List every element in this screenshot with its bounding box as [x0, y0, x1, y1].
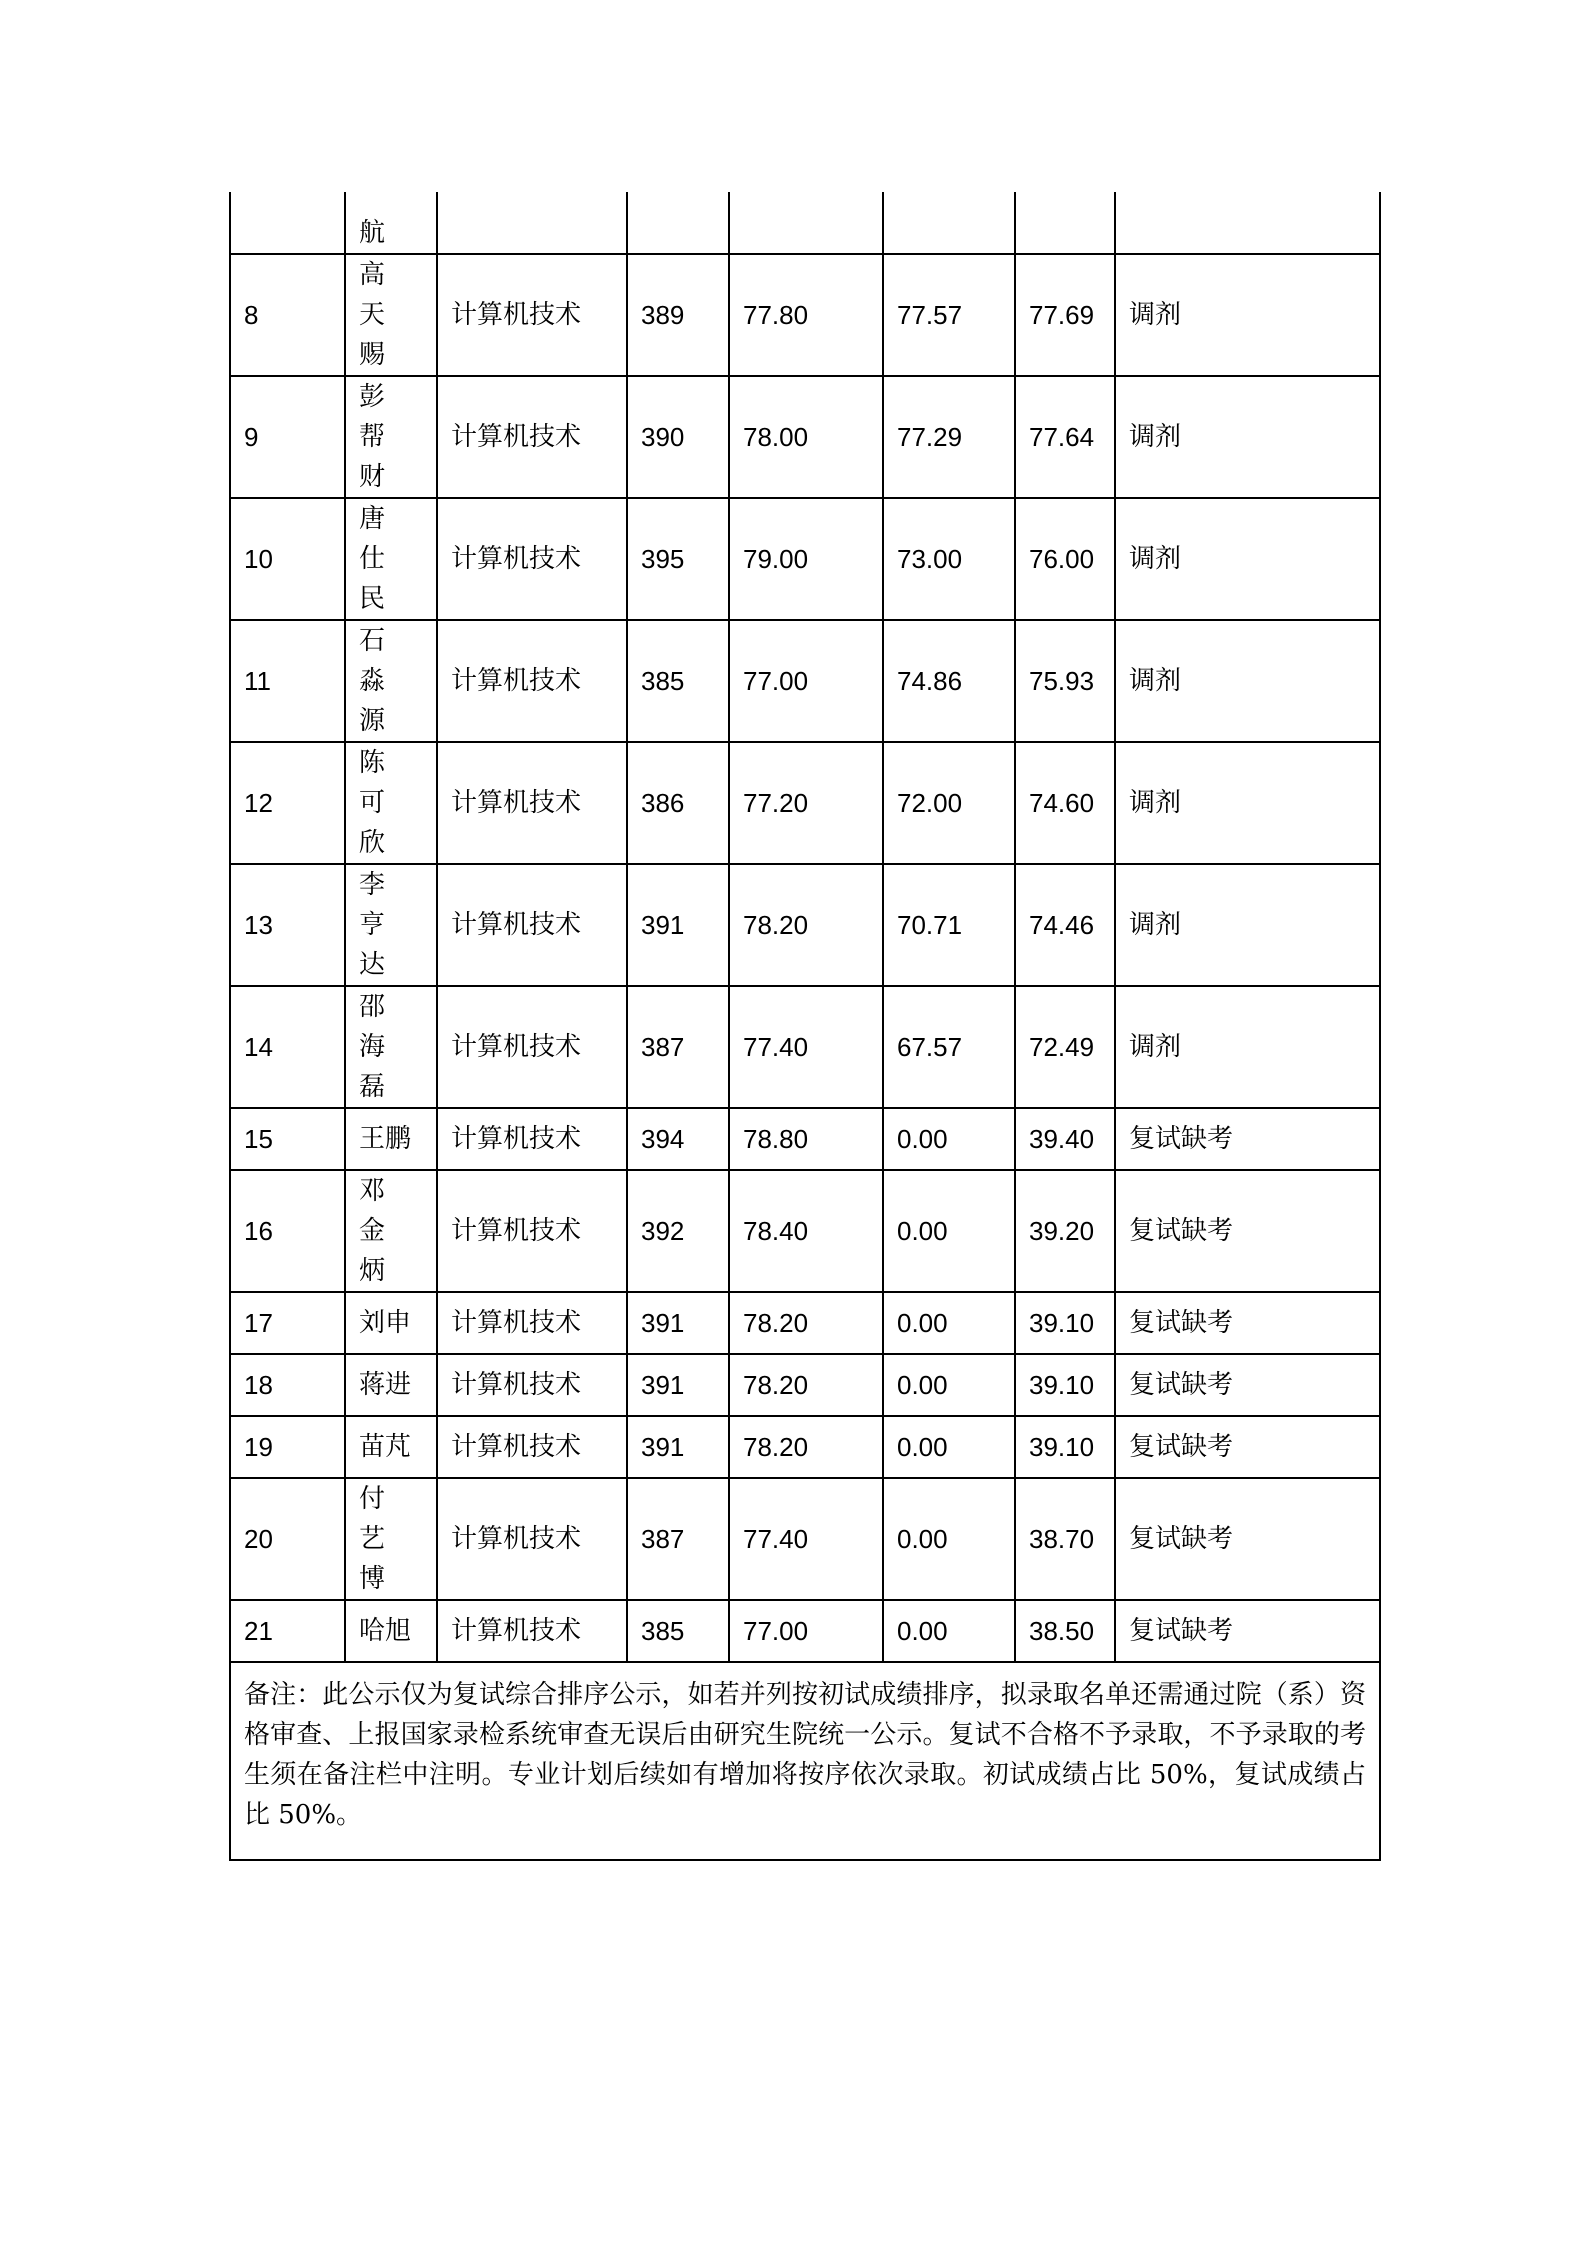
retest-score-cell: 72.00 — [883, 742, 1015, 864]
total-score-cell — [1015, 192, 1115, 254]
major-cell: 计算机技术 — [437, 1170, 627, 1292]
name-cell: 李亨达 — [345, 864, 437, 986]
note-cell: 调剂 — [1115, 742, 1380, 864]
total-score-cell: 75.93 — [1015, 620, 1115, 742]
note-cell — [1115, 192, 1380, 254]
rank-cell: 17 — [230, 1292, 345, 1354]
retest-score-cell: 74.86 — [883, 620, 1015, 742]
name-cell: 高天赐 — [345, 254, 437, 376]
rank-cell: 13 — [230, 864, 345, 986]
prelim-score-cell: 392 — [627, 1170, 729, 1292]
prelim-score-cell: 386 — [627, 742, 729, 864]
name-cell: 唐仕民 — [345, 498, 437, 620]
prelim-score-cell: 389 — [627, 254, 729, 376]
prelim-weighted-cell: 79.00 — [729, 498, 883, 620]
prelim-score-cell: 391 — [627, 1416, 729, 1478]
prelim-weighted-cell: 77.40 — [729, 1478, 883, 1600]
major-cell: 计算机技术 — [437, 1108, 627, 1170]
prelim-weighted-cell: 77.00 — [729, 1600, 883, 1662]
table-row — [230, 376, 1380, 498]
note-cell: 调剂 — [1115, 498, 1380, 620]
total-score-cell: 77.69 — [1015, 254, 1115, 376]
retest-score-cell: 0.00 — [883, 1108, 1015, 1170]
retest-score-cell: 0.00 — [883, 1292, 1015, 1354]
name-cell: 邵海磊 — [345, 986, 437, 1108]
prelim-score-cell — [627, 192, 729, 254]
major-cell — [437, 192, 627, 254]
retest-score-cell: 0.00 — [883, 1478, 1015, 1600]
major-cell: 计算机技术 — [437, 1478, 627, 1600]
note-cell: 调剂 — [1115, 376, 1380, 498]
table-row — [230, 498, 1380, 620]
rank-cell: 9 — [230, 376, 345, 498]
table-row — [230, 1478, 1380, 1600]
total-score-cell: 72.49 — [1015, 986, 1115, 1108]
name-cell: 陈可欣 — [345, 742, 437, 864]
major-cell: 计算机技术 — [437, 1292, 627, 1354]
prelim-score-cell: 394 — [627, 1108, 729, 1170]
retest-score-cell: 0.00 — [883, 1170, 1015, 1292]
rank-cell: 16 — [230, 1170, 345, 1292]
name-cell: 航 — [345, 192, 437, 254]
table-row — [230, 254, 1380, 376]
total-score-cell: 39.10 — [1015, 1354, 1115, 1416]
name-cell: 蒋进 — [345, 1354, 437, 1416]
table-row — [230, 1170, 1380, 1292]
rank-cell — [230, 192, 345, 254]
name-cell: 石淼源 — [345, 620, 437, 742]
table-row — [230, 192, 1380, 254]
major-cell: 计算机技术 — [437, 986, 627, 1108]
total-score-cell: 74.46 — [1015, 864, 1115, 986]
retest-score-cell: 0.00 — [883, 1354, 1015, 1416]
total-score-cell: 39.10 — [1015, 1292, 1115, 1354]
note-cell: 复试缺考 — [1115, 1354, 1380, 1416]
prelim-weighted-cell: 77.00 — [729, 620, 883, 742]
prelim-score-cell: 387 — [627, 1478, 729, 1600]
retest-score-cell: 0.00 — [883, 1416, 1015, 1478]
retest-score-cell: 77.29 — [883, 376, 1015, 498]
prelim-score-cell: 391 — [627, 864, 729, 986]
prelim-weighted-cell: 78.20 — [729, 1416, 883, 1478]
prelim-weighted-cell: 78.20 — [729, 1354, 883, 1416]
rank-cell: 20 — [230, 1478, 345, 1600]
note-cell: 调剂 — [1115, 986, 1380, 1108]
table-row — [230, 1600, 1380, 1662]
prelim-score-cell: 385 — [627, 620, 729, 742]
major-cell: 计算机技术 — [437, 1416, 627, 1478]
rank-cell: 11 — [230, 620, 345, 742]
table-row — [230, 986, 1380, 1108]
rank-cell: 12 — [230, 742, 345, 864]
retest-score-cell: 0.00 — [883, 1600, 1015, 1662]
rank-cell: 21 — [230, 1600, 345, 1662]
prelim-weighted-cell: 77.20 — [729, 742, 883, 864]
prelim-weighted-cell: 78.20 — [729, 1292, 883, 1354]
prelim-weighted-cell: 77.40 — [729, 986, 883, 1108]
prelim-weighted-cell — [729, 192, 883, 254]
prelim-weighted-cell: 77.80 — [729, 254, 883, 376]
prelim-weighted-cell: 78.20 — [729, 864, 883, 986]
table-row — [230, 1292, 1380, 1354]
remarks-text: 备注：此公示仅为复试综合排序公示，如若并列按初试成绩排序，拟录取名单还需通过院（系）资格审查、上报国家录检系统审查无误后由研究生院统一公示。复试不合格不予录取，不予录取的考生须在备注栏中注明。专业计划后续如有增加将按序依次录取。初试成绩占比 50%，复试成绩占比 50%。 — [230, 1662, 1380, 1860]
prelim-score-cell: 385 — [627, 1600, 729, 1662]
note-cell: 复试缺考 — [1115, 1478, 1380, 1600]
prelim-score-cell: 387 — [627, 986, 729, 1108]
rank-cell: 15 — [230, 1108, 345, 1170]
prelim-score-cell: 395 — [627, 498, 729, 620]
note-cell: 调剂 — [1115, 620, 1380, 742]
note-cell: 复试缺考 — [1115, 1292, 1380, 1354]
name-cell: 付艺博 — [345, 1478, 437, 1600]
table-row — [230, 1354, 1380, 1416]
major-cell: 计算机技术 — [437, 620, 627, 742]
name-cell: 哈旭 — [345, 1600, 437, 1662]
table-row — [230, 1416, 1380, 1478]
table-row — [230, 742, 1380, 864]
table-body — [230, 192, 1380, 1860]
rank-cell: 14 — [230, 986, 345, 1108]
table-row — [230, 1108, 1380, 1170]
note-cell: 调剂 — [1115, 864, 1380, 986]
major-cell: 计算机技术 — [437, 1600, 627, 1662]
prelim-weighted-cell: 78.40 — [729, 1170, 883, 1292]
retest-score-cell: 73.00 — [883, 498, 1015, 620]
table-row — [230, 864, 1380, 986]
name-cell: 刘申 — [345, 1292, 437, 1354]
rank-cell: 18 — [230, 1354, 345, 1416]
major-cell: 计算机技术 — [437, 498, 627, 620]
table-row — [230, 620, 1380, 742]
note-cell: 复试缺考 — [1115, 1416, 1380, 1478]
note-cell: 复试缺考 — [1115, 1600, 1380, 1662]
rank-cell: 10 — [230, 498, 345, 620]
prelim-score-cell: 391 — [627, 1354, 729, 1416]
major-cell: 计算机技术 — [437, 376, 627, 498]
prelim-weighted-cell: 78.00 — [729, 376, 883, 498]
prelim-score-cell: 390 — [627, 376, 729, 498]
major-cell: 计算机技术 — [437, 742, 627, 864]
admission-ranking-table — [229, 192, 1381, 1861]
remarks-row — [230, 1662, 1380, 1860]
note-cell: 复试缺考 — [1115, 1108, 1380, 1170]
major-cell: 计算机技术 — [437, 864, 627, 986]
name-cell: 王鹏 — [345, 1108, 437, 1170]
rank-cell: 8 — [230, 254, 345, 376]
retest-score-cell: 67.57 — [883, 986, 1015, 1108]
name-cell: 苗芃 — [345, 1416, 437, 1478]
major-cell: 计算机技术 — [437, 254, 627, 376]
rank-cell: 19 — [230, 1416, 345, 1478]
total-score-cell: 38.70 — [1015, 1478, 1115, 1600]
retest-score-cell: 77.57 — [883, 254, 1015, 376]
name-cell: 彭帮财 — [345, 376, 437, 498]
total-score-cell: 39.40 — [1015, 1108, 1115, 1170]
major-cell: 计算机技术 — [437, 1354, 627, 1416]
total-score-cell: 74.60 — [1015, 742, 1115, 864]
total-score-cell: 76.00 — [1015, 498, 1115, 620]
retest-score-cell — [883, 192, 1015, 254]
prelim-weighted-cell: 78.80 — [729, 1108, 883, 1170]
total-score-cell: 39.10 — [1015, 1416, 1115, 1478]
name-cell: 邓金炳 — [345, 1170, 437, 1292]
retest-score-cell: 70.71 — [883, 864, 1015, 986]
note-cell: 复试缺考 — [1115, 1170, 1380, 1292]
note-cell: 调剂 — [1115, 254, 1380, 376]
total-score-cell: 39.20 — [1015, 1170, 1115, 1292]
total-score-cell: 38.50 — [1015, 1600, 1115, 1662]
prelim-score-cell: 391 — [627, 1292, 729, 1354]
total-score-cell: 77.64 — [1015, 376, 1115, 498]
